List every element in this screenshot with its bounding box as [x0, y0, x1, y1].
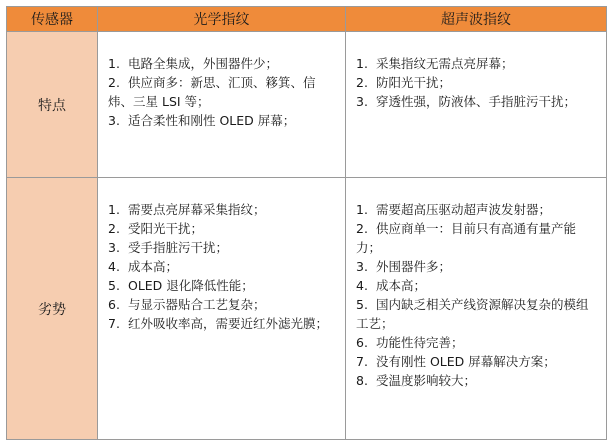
header-sensor: 传感器	[7, 7, 98, 32]
list-item: 1. 采集指纹无需点亮屏幕；	[356, 56, 514, 71]
list-item: 1. 需要超高压驱动超声波发射器；	[356, 202, 551, 217]
list-item: 6. 功能性待完善；	[356, 335, 464, 350]
list-item: 3. 受手指脏污干扰；	[108, 240, 228, 255]
list-item: 7. 没有刚性 OLED 屏幕解决方案；	[356, 354, 556, 369]
header-optical-fingerprint: 光学指纹	[98, 7, 346, 32]
optical-features-list	[98, 32, 345, 136]
list-item: 3. 穿透性强，防液体、手指脏污干扰；	[356, 94, 576, 109]
list-item: 4. 成本高；	[108, 259, 178, 274]
fingerprint-comparison-table	[6, 6, 607, 440]
cell-optical-disadvantages	[98, 178, 346, 440]
list-item: 5. OLED 退化降低性能；	[108, 278, 254, 293]
header-ultrasonic-fingerprint: 超声波指纹	[346, 7, 607, 32]
list-item: 2. 受阳光干扰；	[108, 221, 203, 236]
row-label-features: 特点	[7, 32, 98, 178]
list-item: 1. 电路全集成，外围器件少；	[108, 56, 278, 71]
ultrasonic-disadvantages-list	[346, 178, 606, 396]
list-item: 2. 供应商单一：目前只有高通有量产能力；	[356, 221, 576, 255]
list-item: 5. 国内缺乏相关产线资源解决复杂的模组工艺；	[356, 297, 589, 331]
list-item: 1. 需要点亮屏幕采集指纹；	[108, 202, 266, 217]
comparison-table-wrapper	[6, 6, 606, 438]
cell-ultrasonic-disadvantages	[346, 178, 607, 440]
table-header-row	[7, 7, 607, 32]
list-item: 4. 成本高；	[356, 278, 426, 293]
row-label-disadvantages: 劣势	[7, 178, 98, 440]
list-item: 2. 防阳光干扰；	[356, 75, 451, 90]
list-item: 3. 适合柔性和刚性 OLED 屏幕；	[108, 113, 296, 128]
list-item: 2. 供应商多：新思、汇顶、簃箕、信炜、三星 LSI 等；	[108, 75, 316, 109]
table-row-features	[7, 32, 607, 178]
list-item: 8. 受温度影响较大；	[356, 373, 476, 388]
list-item: 7. 红外吸收率高，需要近红外滤光膜；	[108, 316, 328, 331]
optical-disadvantages-list	[98, 178, 345, 339]
ultrasonic-features-list	[346, 32, 606, 117]
table-row-disadvantages	[7, 178, 607, 440]
cell-optical-features	[98, 32, 346, 178]
list-item: 3. 外围器件多；	[356, 259, 451, 274]
list-item: 6. 与显示器贴合工艺复杂；	[108, 297, 266, 312]
cell-ultrasonic-features	[346, 32, 607, 178]
